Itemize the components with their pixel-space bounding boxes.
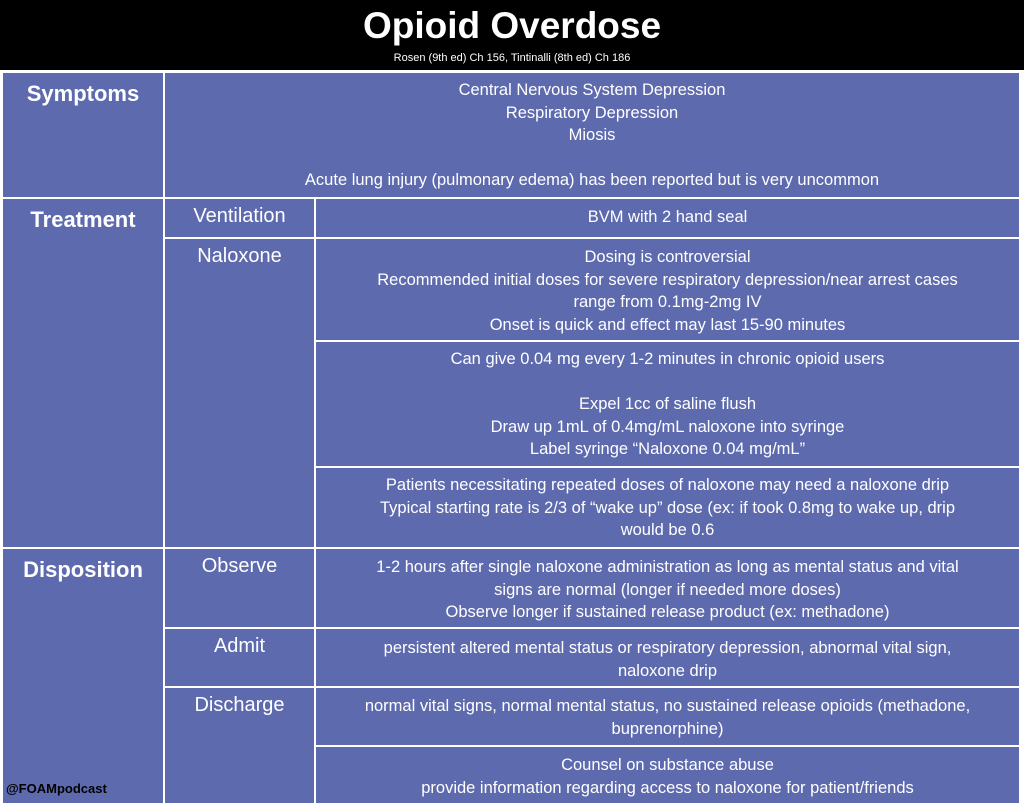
text-line: Label syringe “Naloxone 0.04 mg/mL” xyxy=(529,440,806,458)
observe-label: Observe xyxy=(201,555,278,577)
observe-text xyxy=(316,549,1019,624)
text-line: Onset is quick and effect may last 15-90 minutes xyxy=(489,315,846,334)
text-line: Expel 1cc of saline flush xyxy=(578,395,756,413)
text-line: Counsel on substance abuse xyxy=(561,756,774,774)
text-line: provide information regarding access to naloxone for patient/friends xyxy=(421,778,914,797)
symptoms-text xyxy=(165,73,1019,192)
text-line: normal vital signs, normal mental status, no sustained release opioids (methadone, xyxy=(364,697,971,715)
symptoms-label: Symptoms xyxy=(26,81,140,106)
admit-content-cell xyxy=(315,628,1020,687)
symptoms-content-cell xyxy=(164,72,1020,198)
discharge-criteria-cell xyxy=(315,687,1020,746)
naloxone-drip-cell xyxy=(315,467,1020,548)
text-line: range from 0.1mg-2mg IV xyxy=(573,293,762,311)
naloxone-dosing-text xyxy=(316,239,1019,336)
observe-label-cell xyxy=(164,548,315,628)
discharge-criteria-text xyxy=(316,688,1019,740)
symptoms-label-cell xyxy=(2,72,164,198)
text-line: Central Nervous System Depression xyxy=(458,81,726,99)
page-subtitle: Rosen (9th ed) Ch 156, Tintinalli (8th ed) Ch 186 xyxy=(393,52,631,64)
discharge-label-cell xyxy=(164,687,315,804)
treatment-label: Treatment xyxy=(30,207,136,232)
text-line: 1-2 hours after single naloxone administration as long as mental status and vital xyxy=(376,558,959,576)
ventilation-label: Ventilation xyxy=(193,205,286,227)
ventilation-content-cell xyxy=(315,198,1020,238)
text-line: naloxone drip xyxy=(617,661,718,680)
page-title: Opioid Overdose xyxy=(362,5,662,46)
disposition-label: Disposition xyxy=(23,557,143,582)
text-line: would be 0.6 xyxy=(620,521,715,539)
text-line: BVM with 2 hand seal xyxy=(587,208,748,226)
admit-label-cell xyxy=(164,628,315,687)
discharge-label: Discharge xyxy=(194,694,285,716)
admit-label: Admit xyxy=(213,635,266,657)
discharge-counsel-cell xyxy=(315,746,1020,804)
discharge-counsel-text xyxy=(316,747,1019,799)
observe-content-cell xyxy=(315,548,1020,628)
header-bar xyxy=(0,0,1024,70)
naloxone-dosing-cell xyxy=(315,238,1020,341)
blank-line xyxy=(171,147,1013,170)
text-line: Can give 0.04 mg every 1-2 minutes in chronic opioid users xyxy=(450,350,885,368)
naloxone-drip-text xyxy=(316,468,1019,542)
text-line: buprenorphine) xyxy=(611,719,724,738)
ventilation-label-cell xyxy=(164,198,315,238)
text-line: persistent altered mental status or respiratory depression, abnormal vital sign, xyxy=(383,639,952,657)
text-line: Respiratory Depression xyxy=(505,103,679,122)
naloxone-label-cell xyxy=(164,238,315,548)
disposition-label-cell xyxy=(2,548,164,804)
text-line: signs are normal (longer if needed more doses) xyxy=(494,580,841,599)
naloxone-dilution-cell xyxy=(315,341,1020,467)
admit-text xyxy=(316,629,1019,682)
text-line: Recommended initial doses for severe respiratory depression/near arrest cases xyxy=(377,270,958,289)
text-line: Draw up 1mL of 0.4mg/mL naloxone into syringe xyxy=(490,417,845,436)
text-line: Observe longer if sustained release product (ex: methadone) xyxy=(445,603,890,621)
treatment-label-cell xyxy=(2,198,164,548)
text-line: Patients necessitating repeated doses of naloxone may need a naloxone drip xyxy=(385,476,950,494)
text-line: Acute lung injury (pulmonary edema) has been reported but is very uncommon xyxy=(304,171,880,189)
ventilation-text xyxy=(316,199,1019,229)
naloxone-label: Naloxone xyxy=(197,245,282,267)
text-line: Dosing is controversial xyxy=(584,248,751,266)
text-line: Typical starting rate is 2/3 of “wake up” dose (ex: if took 0.8mg to wake up, drip xyxy=(379,498,956,517)
footer-handle: @FOAMpodcast xyxy=(6,781,107,796)
blank-line xyxy=(322,371,1013,394)
text-line: Miosis xyxy=(568,126,616,144)
naloxone-dilution-text xyxy=(316,342,1019,461)
